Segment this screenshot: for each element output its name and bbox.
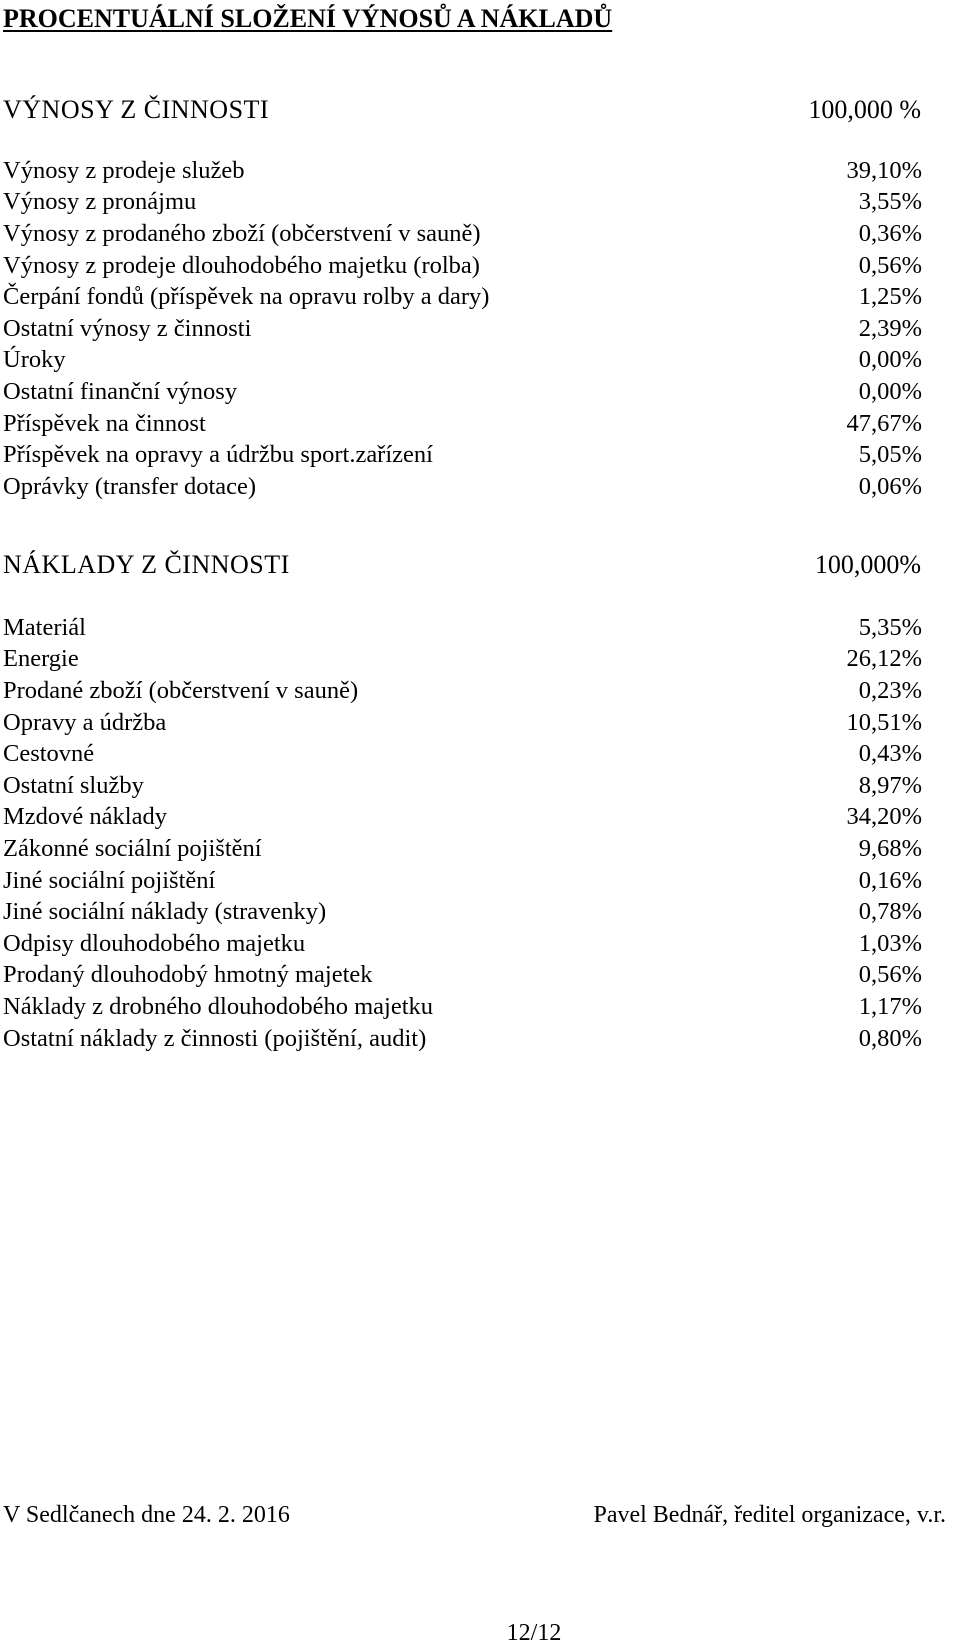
row-label: Příspěvek na činnost — [3, 409, 206, 437]
row-percentage: 5,05% — [858, 441, 922, 469]
place-date: V Sedlčanech dne 24. 2. 2016 — [3, 1502, 290, 1528]
costs-heading-label: NÁKLADY Z ČINNOSTI — [3, 550, 290, 579]
row-label: Energie — [3, 645, 79, 673]
page-number: 12/12 — [506, 1620, 562, 1646]
revenues-heading-label: VÝNOSY Z ČINNOSTI — [3, 95, 270, 124]
row-label: Náklady z drobného dlouhodobého majetku — [3, 992, 434, 1020]
table-row — [3, 991, 922, 1023]
row-percentage: 2,39% — [858, 314, 922, 342]
table-row — [3, 218, 922, 250]
table-row — [3, 439, 922, 471]
row-percentage: 26,12% — [846, 645, 922, 673]
revenues-heading — [3, 93, 923, 127]
table-row — [3, 313, 922, 345]
table-row — [3, 471, 922, 503]
table-row — [3, 345, 922, 377]
row-label: Cestovné — [3, 740, 95, 768]
row-percentage: 1,17% — [858, 992, 922, 1020]
row-percentage: 0,78% — [858, 898, 922, 926]
table-row — [3, 644, 922, 676]
table-row — [3, 865, 922, 897]
row-percentage: 0,00% — [858, 346, 922, 374]
table-row — [3, 187, 922, 219]
row-percentage: 39,10% — [846, 156, 922, 184]
row-percentage: 0,06% — [858, 472, 922, 500]
row-percentage: 10,51% — [846, 708, 922, 736]
row-label: Čerpání fondů (příspěvek na opravu rolby a dary) — [3, 283, 490, 311]
row-label: Příspěvek na opravy a údržbu sport.zařízení — [3, 441, 433, 469]
costs-heading — [3, 548, 923, 582]
row-label: Jiné sociální pojištění — [3, 866, 216, 894]
row-percentage: 3,55% — [858, 188, 922, 216]
row-percentage: 1,25% — [858, 283, 922, 311]
row-label: Jiné sociální náklady (stravenky) — [3, 898, 327, 926]
table-row — [3, 707, 922, 739]
row-label: Zákonné sociální pojištění — [3, 834, 262, 862]
table-row — [3, 675, 922, 707]
table-row — [3, 281, 922, 313]
row-label: Prodané zboží (občerstvení v sauně) — [3, 676, 359, 704]
row-percentage: 0,80% — [858, 1024, 922, 1052]
table-row — [3, 250, 922, 282]
table-row — [3, 928, 922, 960]
row-percentage: 0,56% — [858, 961, 922, 989]
row-label: Výnosy z prodeje služeb — [3, 156, 245, 184]
signature: Pavel Bednář, ředitel organizace, v.r. — [593, 1502, 946, 1528]
row-percentage: 0,23% — [858, 676, 922, 704]
row-percentage: 8,97% — [858, 771, 922, 799]
row-label: Oprávky (transfer dotace) — [3, 472, 257, 500]
row-percentage: 5,35% — [858, 613, 922, 641]
table-row — [3, 155, 922, 187]
table-row — [3, 612, 922, 644]
row-label: Mzdové náklady — [3, 803, 167, 831]
table-row — [3, 896, 922, 928]
table-row — [3, 408, 922, 440]
revenues-total: 100,000 % — [808, 95, 921, 124]
row-label: Materiál — [3, 613, 86, 641]
costs-list — [3, 612, 922, 1054]
row-label: Prodaný dlouhodobý hmotný majetek — [3, 961, 373, 989]
row-label: Ostatní služby — [3, 771, 144, 799]
table-row — [3, 960, 922, 992]
revenues-list — [3, 155, 922, 503]
row-label: Úroky — [3, 346, 66, 374]
row-label: Ostatní finanční výnosy — [3, 377, 238, 405]
table-row — [3, 1023, 922, 1055]
row-label: Ostatní náklady z činnosti (pojištění, audit) — [3, 1024, 427, 1052]
row-label: Ostatní výnosy z činnosti — [3, 314, 252, 342]
row-percentage: 0,36% — [858, 219, 922, 247]
table-row — [3, 770, 922, 802]
row-percentage: 34,20% — [846, 803, 922, 831]
row-label: Výnosy z pronájmu — [3, 188, 197, 216]
row-percentage: 47,67% — [846, 409, 922, 437]
row-label: Výnosy z prodaného zboží (občerstvení v sauně) — [3, 219, 481, 247]
row-label: Výnosy z prodeje dlouhodobého majetku (rolba) — [3, 251, 480, 279]
row-percentage: 0,56% — [858, 251, 922, 279]
costs-total: 100,000% — [814, 550, 921, 579]
table-row — [3, 376, 922, 408]
row-percentage: 0,16% — [858, 866, 922, 894]
row-label: Opravy a údržba — [3, 708, 167, 736]
table-row — [3, 738, 922, 770]
table-row — [3, 833, 922, 865]
table-row — [3, 802, 922, 834]
row-percentage: 1,03% — [858, 929, 922, 957]
document-title: PROCENTUÁLNÍ SLOŽENÍ VÝNOSŮ A NÁKLADŮ — [3, 4, 613, 33]
row-label: Odpisy dlouhodobého majetku — [3, 929, 306, 957]
row-percentage: 0,00% — [858, 377, 922, 405]
row-percentage: 9,68% — [858, 834, 922, 862]
row-percentage: 0,43% — [858, 740, 922, 768]
